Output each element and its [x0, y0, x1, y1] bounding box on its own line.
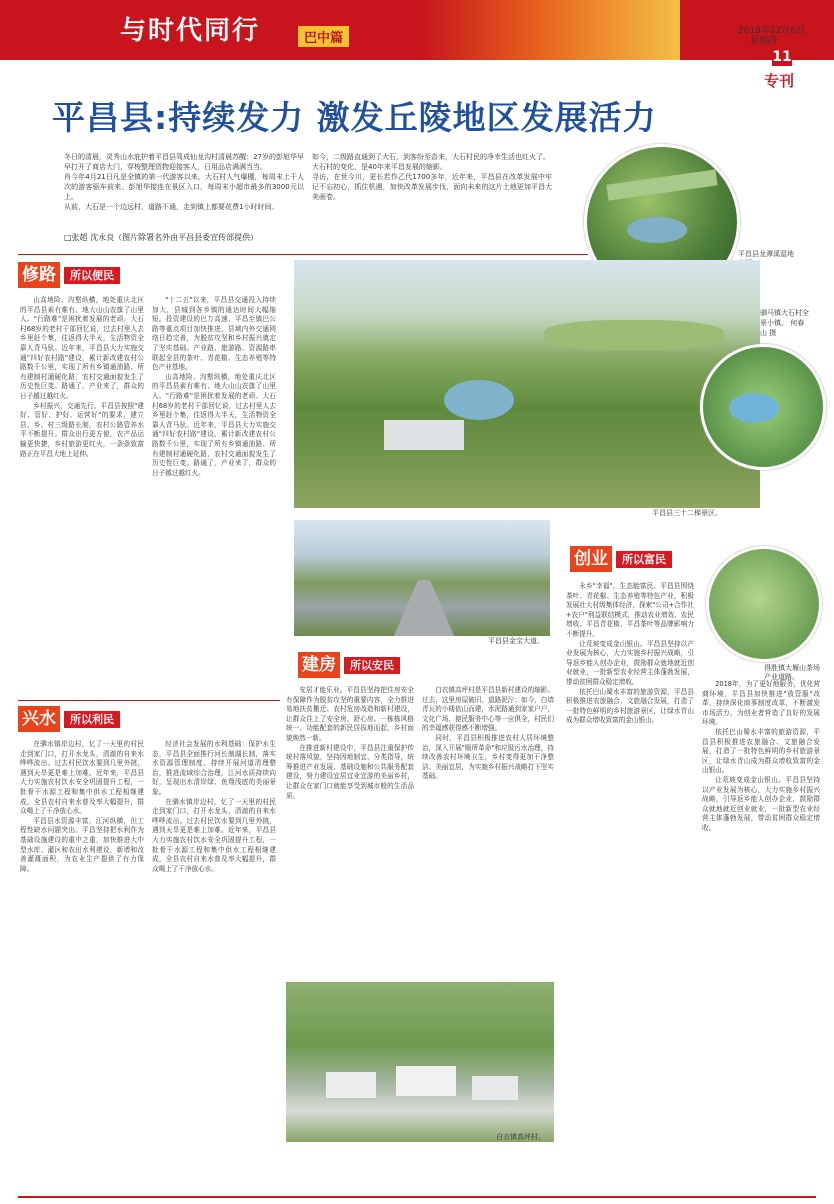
- section-tag-big: 创业: [570, 546, 612, 572]
- section-tag-small: 所以利民: [64, 711, 120, 728]
- section-tag-road: [18, 262, 120, 288]
- section-tag-water: [18, 706, 120, 732]
- paragraph: 永乡"幸福"，生态能富民。平昌县围绕茶叶、青花椒、生态养殖等特色产业，积极发展壮大村级集体经济，探索"公司+合作社+农户"利益联结模式，推动农业增效、农民增收。平昌青花椒、平昌茶叶等品牌影响力不断提升。: [566, 582, 694, 638]
- paragraph: 2018年，为了更好地服务，优化营商环境，平昌县加快推进"放管服"改革，持续深化商事制度改革，不断激发市场活力，为创业者营造了良好的发展环境。: [702, 680, 820, 727]
- article-column: [20, 740, 144, 1190]
- page-bottom-rule: [18, 1196, 816, 1198]
- article-column: [566, 582, 694, 1104]
- issue-date: 2018年12月6日: [738, 26, 806, 36]
- section-tag-big: 兴水: [18, 706, 60, 732]
- paragraph: 平昌县水资源丰富，江河纵横，但工程性缺水问题突出。平昌坚持把水利作为基础设施建设的重中之重，加快推进大中型水库、灌区和农田水利建设，新增和改善灌溉面积，为农业生产提供了有力保障。: [20, 816, 144, 873]
- paragraph: 让荒坡变成金山银山。平昌县坚持以产业发展为核心，大力实施乡村振兴战略，引导返乡能人创办企业，鼓励群众就地就近创业就业，一批新型农业经营主体蓬勃发展，带动贫困群众稳定增收。: [702, 775, 820, 832]
- paragraph: 在驷水镇岸边村，忆了一天里的村民走到家门口，打开水龙头，清澈的自来水哗哗流出。过去村民饮水要到几里外挑，遇到天旱更是难上加难。近年来，平昌县大力实施农村饮水安全巩固提升工程，一批骨干水源工程和集中供水工程相继建成，全县农村自来水普及率大幅提升，群众喝上了干净放心水。: [152, 797, 276, 873]
- paragraph: 依托巴山蜀水丰富的旅游资源，平昌县积极推进农旅融合、文旅融合发展，打造了一批特色鲜明的乡村旅游景区，让绿水青山成为群众增收致富的金山银山。: [702, 727, 820, 775]
- section-label: 专刊: [764, 72, 795, 90]
- section-tag-small: 所以富民: [616, 551, 672, 568]
- photo-caption-road: 平昌县金宝大道。: [488, 637, 544, 645]
- page-number: 11: [772, 49, 792, 65]
- boulevard-photo: [294, 520, 550, 636]
- issue-weekday: 星期四: [750, 36, 778, 46]
- lead-paragraph: 冬日的清晨，灵秀山水庇护着平昌县驾成仙龙沟村清晨苏醒：27岁的彭旭华早早打开了商店大门，穿梭整理货物迎接客人，日用品店满满当当。: [64, 153, 304, 171]
- photo-caption-park: 平昌县三十二梯景区。: [652, 509, 722, 517]
- town-panorama-photo: [294, 260, 760, 508]
- lead-paragraph: 大石村的变化，是40年来平昌发展的缩影。: [312, 163, 447, 171]
- paragraph: "十二五"以来，平昌县交通投入持续加大，县城到各乡镇的通达时间大幅缩短。投资建设的巴万高速、平昌至镇巴公路等重点项目加快推进，县域内外交通网络日趋完善，为脱贫攻坚和乡村振兴奠定了坚实基础。产业路、旅游路、资源路串联起全县的茶叶、青花椒、生态养殖等特色产业基地。: [152, 296, 276, 372]
- column-title: 与时代同行: [120, 16, 261, 46]
- article-column: [702, 680, 820, 1180]
- divider: [18, 254, 588, 255]
- paragraph: 依托巴山蜀水丰富的旅游资源，平昌县积极推进农旅融合、文旅融合发展，打造了一批特色鲜明的乡村旅游景区，让绿水青山成为群众增收致富的金山银山。: [566, 687, 694, 725]
- paragraph: 山高地险、沟壑纵横，地处重庆北区的平昌县素有难有、地大山山农旗了山里人。"行路难"是困扰着发展的老顽。大石村68岁的老村干部回忆说，过去村里人去乡里赶个集，往返得大半天，生活物资全靠人背马驮。近年来，平昌县大力实施交通"四好农村路"建设，累计新改建农村公路数千公里，实现了所有乡镇通油路、所有建制村通硬化路，农村交通面貌发生了历史性巨变。路通了，产业来了，群众的日子越过越红火。: [152, 372, 276, 477]
- banner-gradient: [420, 0, 680, 60]
- column-subtitle: 巴中篇: [298, 26, 349, 47]
- article-column: [422, 686, 554, 976]
- paragraph: 同时，平昌县积极推进农村人居环境整治，深入开展"厕所革命"和垃圾污水治理，持续改善农村环境卫生，乡村变得更加干净整洁、美丽宜居，为实施乡村振兴战略打下坚实基础。: [422, 733, 554, 781]
- photo-caption-flower: 得胜镇大堰山茶场产业道路。: [764, 664, 820, 681]
- divider: [18, 700, 280, 701]
- newspaper-name: 四川日报: [742, 7, 807, 26]
- paragraph: 白衣镇高坪村是平昌县新村建设的缩影。过去，这里房屋破旧、道路泥泞；如今，白墙青瓦的小楼依山而建，水泥路通到家家户户，文化广场、便民服务中心等一应俱全，村民们的幸福感获得感不断增强。: [422, 686, 554, 733]
- section-tag-small: 所以安民: [344, 657, 400, 674]
- lead-column-1: [64, 152, 304, 212]
- paragraph: 在驷水镇岸边村，忆了一天里的村民走到家门口，打开水龙头，清澈的自来水哗哗流出。过去村民饮水要到几里外挑，遇到天旱更是难上加难。近年来，平昌县大力实施农村饮水安全巩固提升工程，一批骨干水源工程和集中供水工程相继建成，全县农村自来水普及率大幅提升，群众喝上了干净放心水。: [20, 740, 144, 816]
- byline: □张超 沈永良（图片除署名外由平昌县委宣传部提供）: [64, 233, 259, 242]
- section-tag-small: 所以便民: [64, 267, 120, 284]
- paragraph: 经济社会发展的水利基础：保护水生态，平昌县全面推行河长制湖长制，落实水资源管理制度，持续开展河道清理整治，推进流域综合治理，江河水质持续向好，呈现出水清岸绿、鱼翔浅底的美丽景象。: [152, 740, 276, 796]
- lead-paragraph: 寻访，在世今川，更长若作乙代1700多年，近年来，平昌县在改革发展中牢记不忘初心，抓住机遇，加快改革发展步伐，面向未来的这片土地更加平昌大美画卷。: [312, 173, 552, 201]
- article-column: [286, 686, 414, 972]
- lead-paragraph: 肖今年4月21日凡是全镇的第一代游客以来，大石村人气爆棚，每周末上千人次的游客驱车前来。彭旭华接连在景区入口，每周末小超市最多的3000元以上。: [64, 173, 304, 201]
- section-tag-big: 建房: [298, 652, 340, 678]
- new-village-photo: [286, 982, 554, 1142]
- paragraph: 在推进新村建设中，平昌县注重保护传统村落风貌，坚持因地制宜、分类指导，统筹推进产业发展、基础设施和公共服务配套建设，努力建设宜居宜业宜游的美丽乡村，让群众在家门口就能享受到城市般的生活品质。: [286, 743, 414, 800]
- article-column: [152, 740, 276, 1190]
- photo-caption-village: 白衣镇高坪村。: [496, 1133, 545, 1141]
- photo-caption-lake: 平昌县龙潭溪湿地: [738, 250, 794, 258]
- section-tag-big: 修路: [18, 262, 60, 288]
- page-headline: 平昌县:持续发力 激发丘陵地区发展活力: [52, 98, 657, 137]
- tea-circle-photo: [706, 546, 822, 662]
- village-circle-photo: [700, 344, 826, 470]
- section-tag-housing: [298, 652, 400, 678]
- paragraph: 乡村振兴，交通先行。平昌县按照"建好、管好、护好、运营好"的要求，建立县、乡、村三级路长制，农村公路管养水平不断提升。群众出行更方便，农产品运输更快捷，乡村旅游更红火，一条条致富路正在平昌大地上延伸。: [20, 401, 144, 458]
- article-column: [20, 296, 144, 676]
- section-tag-business: [570, 546, 672, 572]
- lead-paragraph: 从前，大石是一个边远村，道路不通，走到镇上都要花费1小时时间。: [64, 203, 279, 211]
- photo-credit: 驷马镇大石村全景小镇。 何春山 摄: [760, 309, 809, 337]
- paragraph: 让荒坡变成金山银山。平昌县坚持以产业发展为核心，大力实施乡村振兴战略，引导返乡能人创办企业，鼓励群众就地就近创业就业，一批新型农业经营主体蓬勃发展，带动贫困群众稳定增收。: [566, 639, 694, 686]
- paragraph: 山高地险、沟壑纵横，地处重庆北区的平昌县素有难有、地大山山农旗了山里人。"行路难"是困扰着发展的老顽。大石村68岁的老村干部回忆说，过去村里人去乡里赶个集，往返得大半天，生活物资全靠人背马驮。近年来，平昌县大力实施交通"四好农村路"建设，累计新改建农村公路数千公里，实现了所有乡镇通油路、所有建制村通硬化路，农村交通面貌发生了历史性巨变。路通了，产业来了，群众的日子越过越红火。: [20, 296, 144, 400]
- article-column: [152, 296, 276, 676]
- lead-column-2: [312, 152, 552, 202]
- paragraph: 安居才能乐业。平昌县坚持把住房安全有保障作为脱贫攻坚的重要内容，全力推进易地扶贫搬迁、农村危房改造和新村建设，让群众住上了安全房、舒心房。一栋栋风格统一、功能配套的新民居拔地而起，乡村面貌焕然一新。: [286, 686, 414, 742]
- lead-paragraph: 如今，二级路直通到了大石，到客纷至沓来，大石村民的净幸生活也红火了。: [312, 153, 550, 161]
